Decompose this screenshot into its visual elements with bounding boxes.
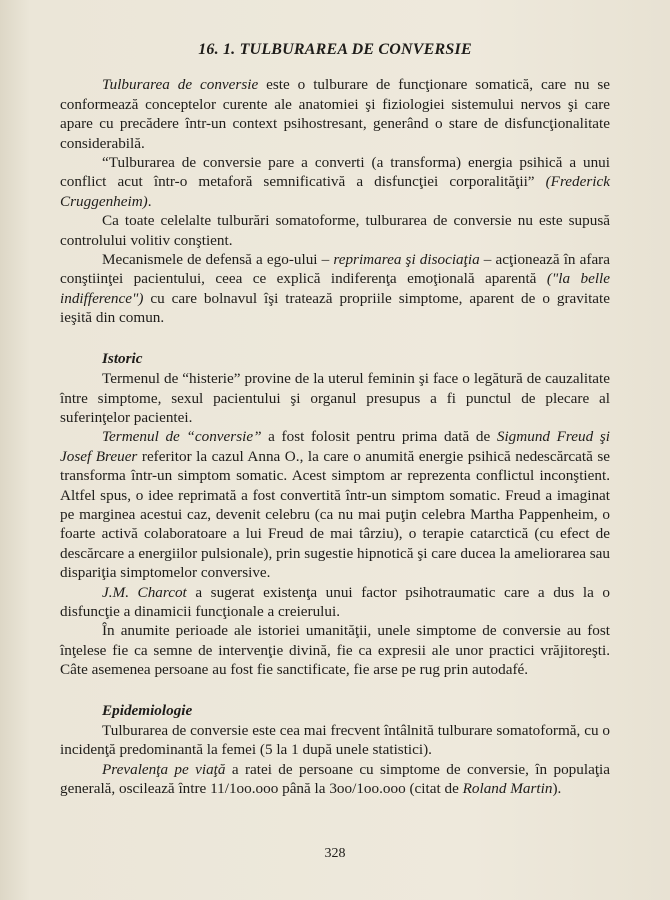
- page-content: [60, 40, 610, 799]
- section-heading-istoric: Istoric: [102, 349, 143, 367]
- epidemiologie-paragraph-2: Prevalenţa pe viaţă a ratei de persoane cu simptome de conversie, în populaţia generală, oscilează între 11/1oo.ooo până la 3oo/1oo.ooo (citat de Roland Martin).: [60, 760, 610, 798]
- section-heading-epidemiologie: Epidemiologie: [102, 701, 193, 719]
- intro-paragraph-1: Tulburarea de conversie este o tulburare de funcţionare somatică, care nu se conformează conceptelor curente ale anatomiei şi fiziologiei sistemului nervos şi care apare cu precădere într-un context psihostresant, generând o stare de disfuncţionalitate considerabilă.: [60, 76, 610, 152]
- istoric-paragraph-1: Termenul de “histerie” provine de la uterul feminin şi face o legătură de cauzalitate între simptome, sexul pacientului şi organul presupus a fi punctul de plecare al suferinţelor pacientei.: [60, 370, 610, 426]
- intro-paragraph-3: Ca toate celelalte tulburări somatoforme, tulburarea de conversie nu este supusă controlului volitiv conştient.: [60, 212, 610, 249]
- intro-paragraph-4: Mecanismele de defensă a ego-ului – reprimarea şi disociaţia – acţionează în afara conştiinţei pacientului, ceea ce explică indiferenţa emoţională aparentă ("la belle indifference") cu care bolnavul îşi tratează propriile simptome, aparent de o gravitate ieşită din comun.: [60, 251, 611, 327]
- intro-paragraph-2: “Tulburarea de conversie pare a converti (a transforma) energia psihică a unui conflict acut într-o metaforă semnificativă a disfuncţiei corporalităţii” (Frederick Cruggenheim).: [60, 154, 610, 210]
- page-number: 328: [324, 846, 346, 861]
- chapter-title: 16. 1. TULBURAREA DE CONVERSIE: [198, 41, 472, 58]
- citation: (Frederick Cruggenheim): [60, 173, 610, 210]
- istoric-paragraph-2: Termenul de “conversie” a fost folosit pentru prima dată de Sigmund Freud şi Josef Breuer referitor la cazul Anna O., la care o anumită energie psihică nedescărcată se transforma într-un simptom somatic. Acest simptom ar reprezenta conflictul inconştient. Altfel spus, o idee reprimată a fost convertită într-un simptom somatic. Freud a imaginat pe marginea acestui caz, devenit celebru (ca nu mai puţin celebra Martha Pappenheim, o foarte activă colaboratoare a lui Freud de mai târziu), o terapie catarctică (cu efect de descărcare a energiilor pulsionale), prin sugestie hipnotică şi care ducea la ameliorarea sau dispariţia simptomelor conversive.: [60, 428, 611, 582]
- section-istoric: [60, 349, 610, 680]
- epidemiologie-paragraph-1: Tulburarea de conversie este cea mai frecvent întâlnită tulburare somatoformă, cu o incidenţă predominantă la femei (5 la 1 după unele statistici).: [60, 722, 610, 759]
- istoric-paragraph-3: J.M. Charcot a sugerat existenţa unui factor psihotraumatic care a dus la o disfuncţie a dinamicii funcţionale a creierului.: [60, 583, 610, 620]
- term-italic: Tulburarea de conversie: [102, 76, 259, 94]
- section-epidemiologie: [60, 701, 610, 799]
- istoric-paragraph-4: În anumite perioade ale istoriei umanităţii, unele simptome de conversie au fost înţelese fie ca semne de intervenţie divină, fie ca expresii ale unor practici vrăjitoreşti. Câte asemenea persoane au fost fie sanctificate, fie arse pe rug prin autodafé.: [60, 622, 610, 679]
